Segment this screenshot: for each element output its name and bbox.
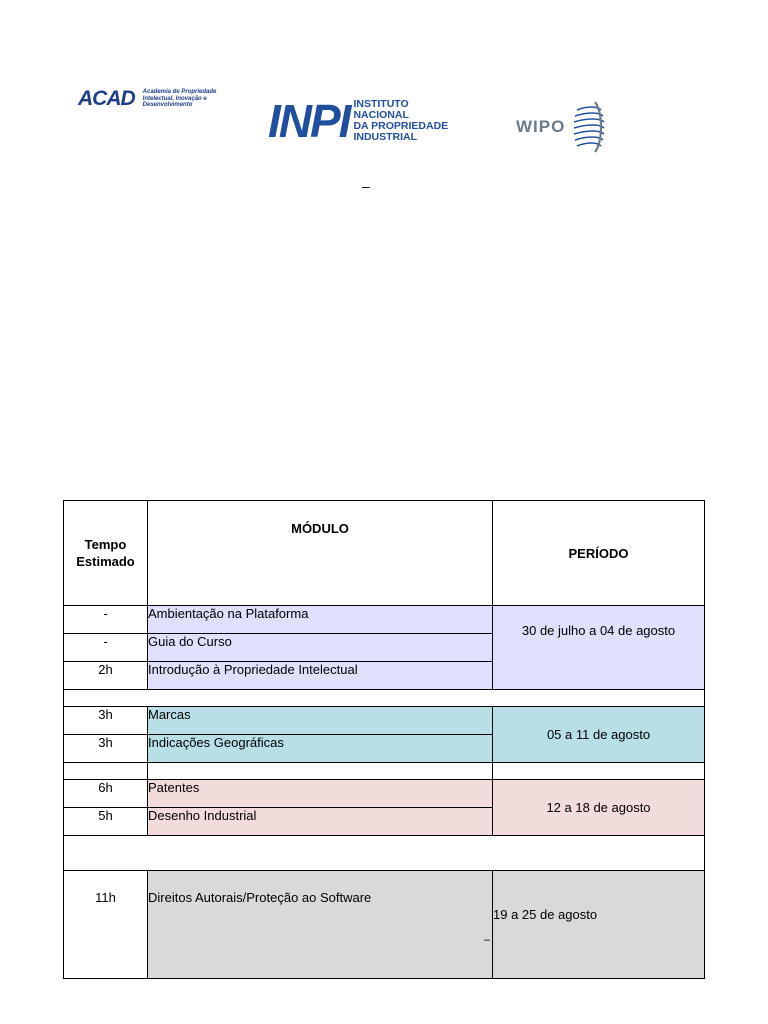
spacer-row	[64, 763, 705, 780]
wipo-globe-icon	[573, 100, 605, 154]
inpi-logo-subtitle: INSTITUTO NACIONAL DA PROPRIEDADE INDUSTRIAL	[353, 98, 449, 143]
spacer-row	[64, 836, 705, 871]
acad-logo	[78, 88, 233, 110]
time-cell: 3h	[64, 735, 148, 763]
spacer-row	[64, 690, 705, 707]
wipo-logo	[516, 100, 605, 154]
period-cell: 12 a 18 de agosto	[493, 780, 705, 836]
module-cell: Patentes	[148, 780, 493, 808]
module-cell: Introdução à Propriedade Intelectual	[148, 662, 493, 690]
module-cell: Direitos Autorais/Proteção ao Software	[148, 871, 493, 979]
module-cell: Guia do Curso	[148, 634, 493, 662]
acad-logo-subtitle: Academia de Propriedade Intelectual, Inovação e Desenvolvimento	[142, 89, 217, 108]
header-time: Tempo Estimado	[64, 501, 148, 606]
wipo-logo-word: WIPO	[516, 117, 566, 136]
schedule-table	[63, 500, 705, 979]
table-row	[64, 871, 705, 979]
top-dash-mark: –	[362, 178, 370, 194]
time-cell: -	[64, 606, 148, 634]
acad-logo-word: ACAD	[78, 87, 135, 110]
table-row	[64, 606, 705, 634]
time-cell: 3h	[64, 707, 148, 735]
header-module: MÓDULO	[148, 501, 493, 606]
table-row	[64, 707, 705, 735]
inpi-logo	[268, 95, 449, 147]
table-row	[64, 780, 705, 808]
inpi-logo-word: INPI	[268, 95, 350, 147]
bottom-dash-mark: –	[484, 934, 491, 946]
module-cell: Marcas	[148, 707, 493, 735]
time-cell: -	[64, 634, 148, 662]
module-cell: Indicações Geográficas	[148, 735, 493, 763]
module-cell: Ambientação na Plataforma	[148, 606, 493, 634]
period-cell: 05 a 11 de agosto	[493, 707, 705, 763]
time-cell: 2h	[64, 662, 148, 690]
header-period: PERÍODO	[493, 501, 705, 606]
table-header-row	[64, 501, 705, 606]
module-cell: Desenho Industrial	[148, 808, 493, 836]
period-cell: 30 de julho a 04 de agosto	[493, 606, 705, 690]
time-cell: 11h	[64, 871, 148, 979]
time-cell: 6h	[64, 780, 148, 808]
period-cell: 19 a 25 de agosto	[493, 871, 705, 979]
time-cell: 5h	[64, 808, 148, 836]
